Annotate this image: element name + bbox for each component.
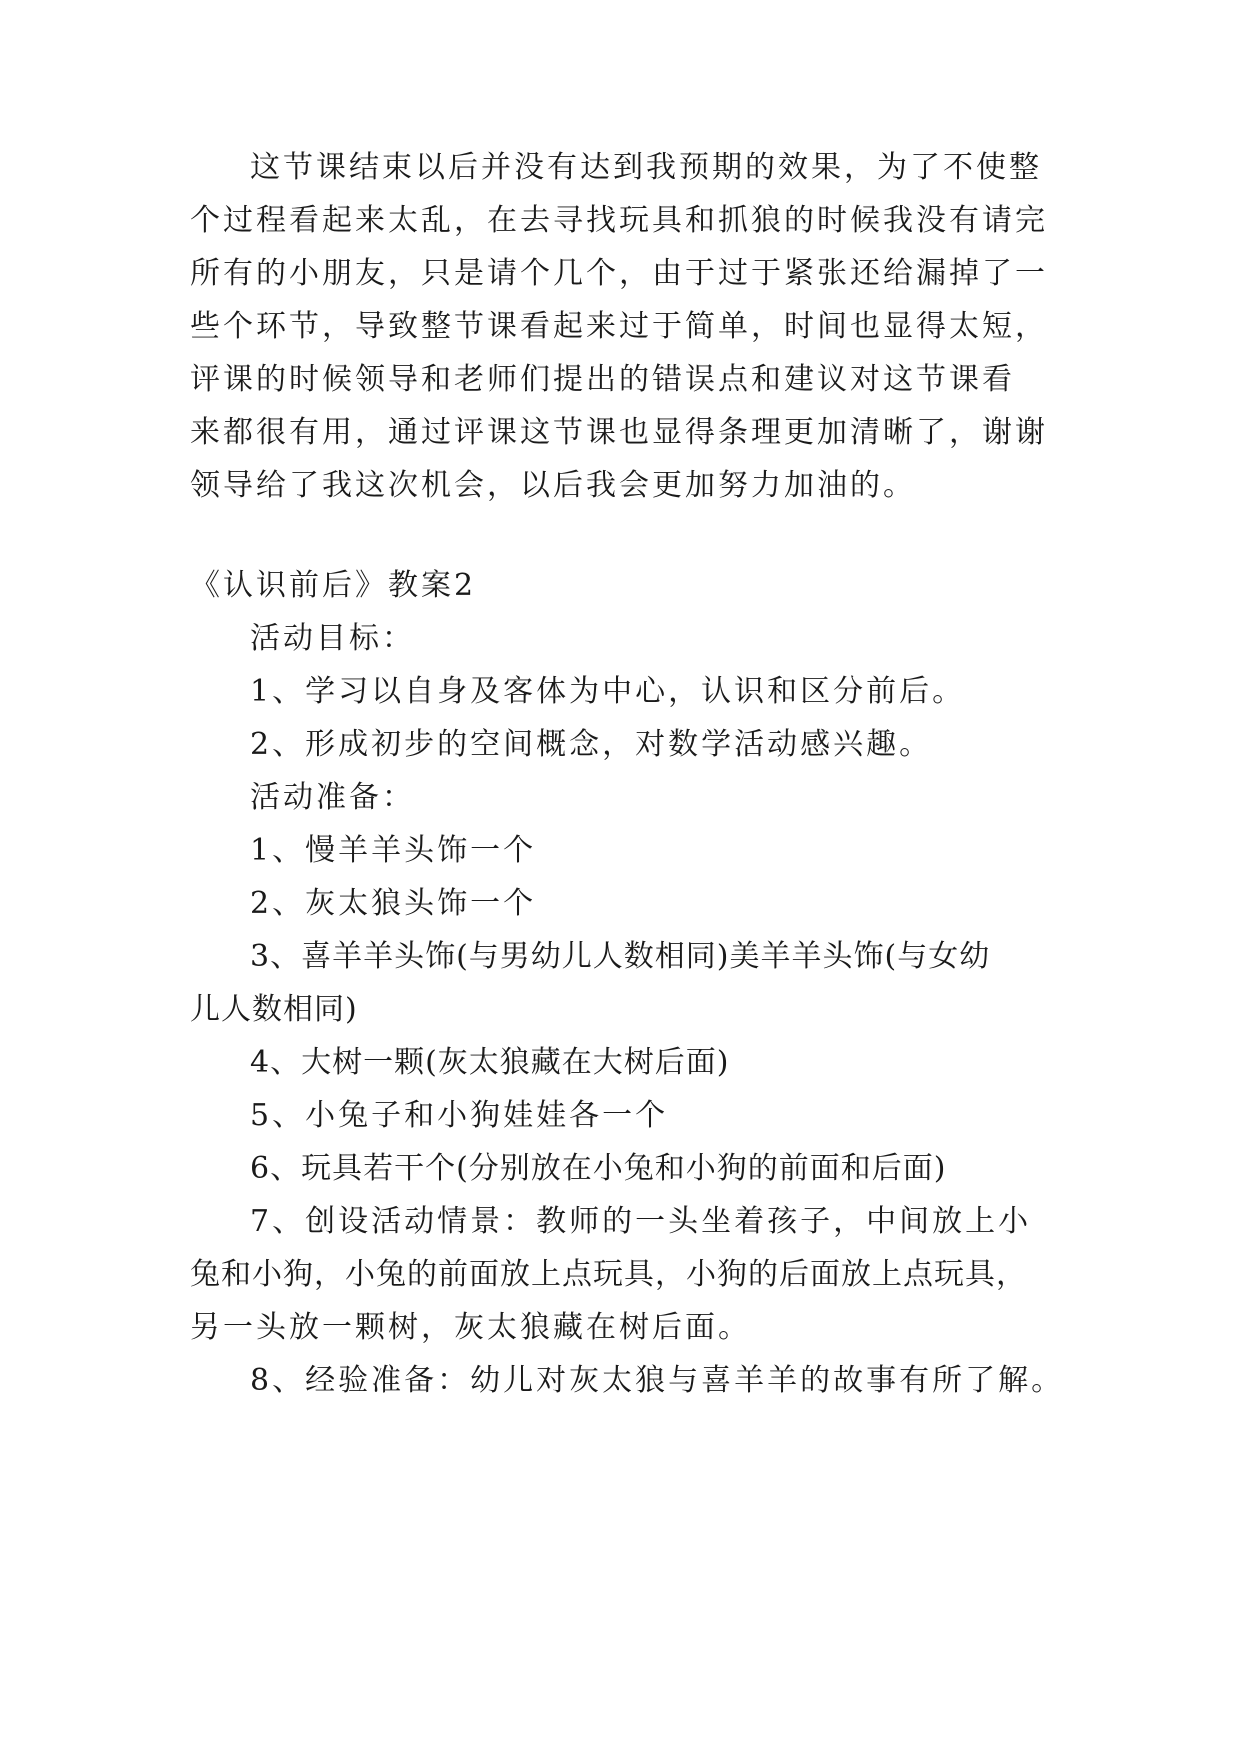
- goal-item: 2、形成初步的空间概念，对数学活动感兴趣。: [250, 727, 933, 762]
- preparation-item: 4、大树一颗(灰太狼藏在大树后面): [250, 1045, 730, 1080]
- goals-heading: 活动目标：: [250, 621, 415, 656]
- paragraph-line: 这节课结束以后并没有达到我预期的效果，为了不使整: [250, 150, 1042, 185]
- preparation-item: 6、玩具若干个(分别放在小兔和小狗的前面和后面): [250, 1151, 947, 1186]
- preparation-item: 7、创设活动情景：教师的一头坐着孩子，中间放上小: [250, 1204, 1032, 1239]
- paragraph-line: 评课的时候领导和老师们提出的错误点和建议对这节课看: [190, 362, 1015, 397]
- preparation-item: 3、喜羊羊头饰(与男幼儿人数相同)美羊羊头饰(与女幼: [250, 939, 991, 974]
- preparation-item-continuation: 兔和小狗，小兔的前面放上点玩具，小狗的后面放上点玩具，: [190, 1257, 1027, 1292]
- paragraph-line: 所有的小朋友，只是请个几个，由于过于紧张还给漏掉了一: [190, 256, 1048, 291]
- paragraph-line: 些个环节，导致整节课看起来过于简单，时间也显得太短，: [190, 309, 1048, 344]
- preparation-item-continuation: 另一头放一颗树，灰太狼藏在树后面。: [190, 1310, 751, 1345]
- paragraph-line: 领导给了我这次机会，以后我会更加努力加油的。: [190, 468, 916, 503]
- paragraph-line: 来都很有用，通过评课这节课也显得条理更加清晰了，谢谢: [190, 415, 1048, 450]
- section-title: 《认识前后》教案2: [190, 568, 477, 603]
- paragraph-line: 个过程看起来太乱，在去寻找玩具和抓狼的时候我没有请完: [190, 203, 1048, 238]
- preparation-item: 2、灰太狼头饰一个: [250, 886, 537, 921]
- preparation-item: 5、小兔子和小狗娃娃各一个: [250, 1098, 669, 1133]
- preparation-item: 1、慢羊羊头饰一个: [250, 833, 537, 868]
- preparation-item: 8、经验准备：幼儿对灰太狼与喜羊羊的故事有所了解。: [250, 1363, 1065, 1398]
- preparation-heading: 活动准备：: [250, 780, 415, 815]
- preparation-item-continuation: 儿人数相同): [190, 992, 358, 1027]
- goal-item: 1、学习以自身及客体为中心，认识和区分前后。: [250, 674, 966, 709]
